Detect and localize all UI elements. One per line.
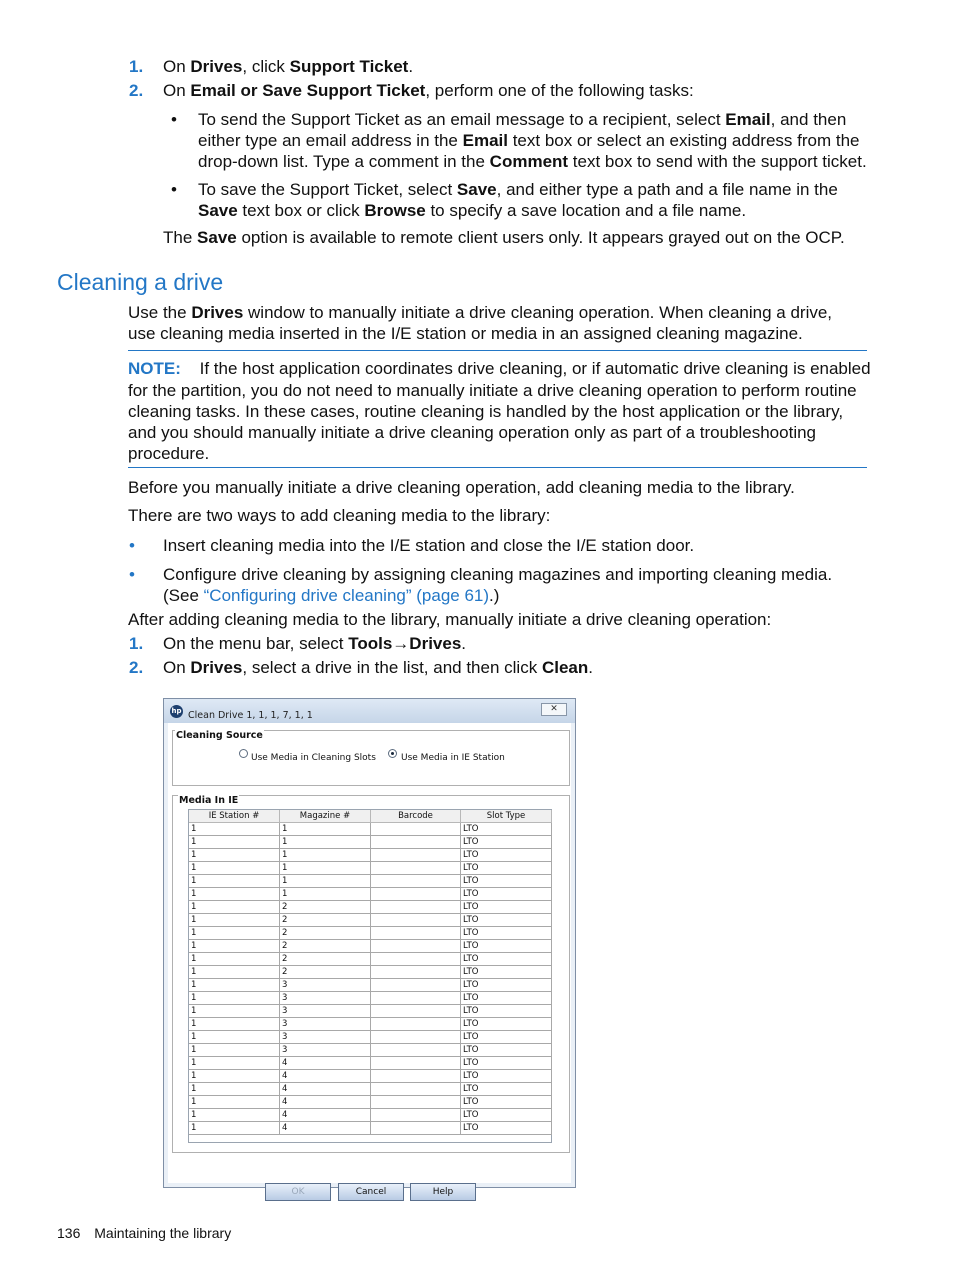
page-footer	[57, 1223, 231, 1244]
table-cell[interactable]: 1	[189, 1096, 280, 1109]
step-1-text	[163, 56, 413, 77]
table-cell[interactable]: LTO	[461, 953, 552, 966]
table-cell[interactable]: 1	[189, 1044, 280, 1057]
table-cell[interactable]: 1	[189, 1122, 280, 1135]
email-option-line	[198, 130, 859, 151]
table-cell[interactable]: 4	[280, 1122, 371, 1135]
table-cell[interactable]: 4	[280, 1057, 371, 1070]
table-cell[interactable]: LTO	[461, 888, 552, 901]
bold-term: Email	[462, 131, 508, 150]
table-cell[interactable]: LTO	[461, 1122, 552, 1135]
email-option-line	[198, 151, 867, 172]
table-cell[interactable]: LTO	[461, 966, 552, 979]
dialog-titlebar	[164, 699, 575, 723]
table-cell[interactable]: LTO	[461, 1031, 552, 1044]
configuring-drive-cleaning-link[interactable]: “Configuring drive cleaning” (page 61)	[203, 586, 490, 605]
table-cell[interactable]	[371, 1005, 461, 1018]
table-cell[interactable]: 1	[189, 927, 280, 940]
step-2-text	[163, 657, 593, 678]
table-cell[interactable]: LTO	[461, 914, 552, 927]
save-option-line	[198, 179, 838, 200]
text-run: drop-down list. Type a comment in the	[198, 152, 490, 171]
table-cell[interactable]	[371, 966, 461, 979]
table-cell[interactable]: 1	[189, 862, 280, 875]
table-cell[interactable]: LTO	[461, 836, 552, 849]
bold-term: Clean	[541, 658, 589, 677]
intro-line	[128, 302, 832, 323]
step-number: 2.	[129, 658, 144, 677]
table-cell[interactable]: LTO	[461, 979, 552, 992]
table-cell[interactable]	[371, 940, 461, 953]
table-cell[interactable]: LTO	[461, 927, 552, 940]
table-cell[interactable]	[371, 927, 461, 940]
table-cell[interactable]	[371, 1057, 461, 1070]
table-cell[interactable]: 1	[189, 1031, 280, 1044]
cleaning-source-group	[172, 730, 570, 786]
table-cell[interactable]: 1	[280, 823, 371, 836]
note-line-1	[128, 358, 871, 379]
table-cell[interactable]	[371, 1031, 461, 1044]
note-line: for the partition, you do not need to manually initiate a drive cleaning operation to perform routine	[128, 381, 857, 400]
column-header[interactable]: Magazine #	[280, 810, 371, 823]
table-cell[interactable]: 1	[280, 849, 371, 862]
radio-ie-station-label[interactable]: Use Media in IE Station	[401, 753, 505, 763]
dialog-client	[168, 723, 571, 1197]
table-cell[interactable]: 4	[280, 1083, 371, 1096]
table-cell[interactable]	[371, 1096, 461, 1109]
bold-term: Drives	[190, 658, 243, 677]
table-cell[interactable]: 1	[280, 875, 371, 888]
note-top-rule	[128, 350, 867, 351]
table-cell[interactable]: LTO	[461, 875, 552, 888]
ref-suffix: .)	[489, 586, 500, 605]
media-in-ie-label: Media In IE	[178, 790, 239, 811]
table-cell[interactable]: 4	[280, 1109, 371, 1122]
media-table[interactable]	[188, 809, 552, 1143]
note-line: and you should manually initiate a drive cleaning operation only as part of a troubleshooting	[128, 423, 817, 442]
step-number: 2.	[129, 81, 144, 100]
text-run: →	[392, 634, 410, 653]
radio-cleaning-slots[interactable]	[239, 749, 248, 758]
table-cell[interactable]: 1	[189, 823, 280, 836]
table-cell[interactable]: 3	[280, 992, 371, 1005]
text-run: , perform one of the following tasks:	[425, 81, 694, 100]
note-bottom-rule	[128, 467, 867, 468]
text-run: Use the	[128, 303, 192, 322]
table-cell[interactable]: LTO	[461, 1096, 552, 1109]
table-cell[interactable]: 1	[189, 953, 280, 966]
bullet-icon: •	[171, 180, 177, 199]
text-run: To save the Support Ticket, select	[198, 180, 457, 199]
paragraph-after: After adding cleaning media to the library, manually initiate a drive cleaning operation:	[128, 610, 772, 629]
radio-ie-station[interactable]	[388, 749, 397, 758]
table-cell[interactable]: LTO	[461, 862, 552, 875]
table-cell[interactable]: 1	[189, 979, 280, 992]
table-cell[interactable]: 1	[189, 966, 280, 979]
bold-term: Browse	[364, 201, 426, 220]
section-heading: Cleaning a drive	[57, 269, 224, 295]
column-header[interactable]: Slot Type	[461, 810, 552, 823]
text-run: The	[163, 228, 198, 247]
close-button[interactable]: ✕	[541, 703, 567, 716]
text-run: text box to send with the support ticket.	[568, 152, 867, 171]
bold-term: Email	[725, 110, 771, 129]
help-button[interactable]: Help	[410, 1183, 476, 1201]
table-cell[interactable]	[371, 953, 461, 966]
paragraph-ways: There are two ways to add cleaning media to the library:	[128, 506, 551, 525]
text-run: either type an email address in the	[198, 131, 463, 150]
table-cell[interactable]	[371, 1109, 461, 1122]
note-line: procedure.	[128, 444, 210, 463]
table-cell[interactable]	[371, 992, 461, 1005]
table-cell[interactable]: 1	[189, 1083, 280, 1096]
table-cell[interactable]: 1	[280, 862, 371, 875]
table-cell[interactable]: 1	[189, 914, 280, 927]
note-text: If the host application coordinates drive cleaning, or if automatic drive cleaning is enabled	[199, 359, 871, 378]
note-line: cleaning tasks. In these cases, routine cleaning is handled by the host application or the library,	[128, 402, 844, 421]
table-cell[interactable]: LTO	[461, 1057, 552, 1070]
text-run: On	[163, 57, 191, 76]
text-run: , and then	[770, 110, 847, 129]
way-item-1: Insert cleaning media into the I/E station and close the I/E station door.	[163, 536, 695, 555]
bold-term: Drives	[190, 57, 243, 76]
text-run: window to manually initiate a drive cleaning operation. When cleaning a drive,	[243, 303, 833, 322]
table-cell[interactable]: 4	[280, 1096, 371, 1109]
bold-term: Save	[198, 201, 238, 220]
text-run: On	[163, 658, 191, 677]
table-cell[interactable]: 1	[189, 875, 280, 888]
table-cell[interactable]: 1	[189, 849, 280, 862]
note-label: NOTE:	[128, 359, 181, 378]
text-run: On	[163, 81, 191, 100]
bold-term: Save	[197, 228, 237, 247]
table-cell[interactable]: LTO	[461, 1070, 552, 1083]
way-item-2-ref	[163, 585, 499, 606]
table-cell[interactable]: LTO	[461, 992, 552, 1005]
ok-button[interactable]: OK	[265, 1183, 331, 1201]
table-cell[interactable]: LTO	[461, 1083, 552, 1096]
text-run: option is available to remote client users only. It appears grayed out on the OCP.	[236, 228, 845, 247]
table-cell[interactable]	[371, 1044, 461, 1057]
save-option-line	[198, 200, 746, 221]
table-cell[interactable]: 1	[189, 1070, 280, 1083]
page-number: 136	[57, 1225, 81, 1241]
table-cell[interactable]	[371, 823, 461, 836]
text-run: use cleaning media inserted in the I/E station or media in an assigned cleaning magazine.	[128, 324, 803, 343]
bold-term: Drives	[191, 303, 244, 322]
cancel-button[interactable]: Cancel	[338, 1183, 404, 1201]
table-cell[interactable]: 1	[189, 888, 280, 901]
text-run: to specify a save location and a file name.	[425, 201, 747, 220]
footer-section: Maintaining the library	[94, 1225, 232, 1241]
dialog-title: Clean Drive 1, 1, 1, 7, 1, 1	[188, 710, 313, 721]
text-run: .	[408, 57, 414, 76]
bold-term: Tools	[348, 634, 393, 653]
table-cell[interactable]	[371, 849, 461, 862]
table-cell[interactable]	[371, 1122, 461, 1135]
table-cell[interactable]: 2	[280, 927, 371, 940]
table-cell[interactable]: 1	[280, 888, 371, 901]
table-cell[interactable]: LTO	[461, 1109, 552, 1122]
column-header[interactable]: Barcode	[371, 810, 461, 823]
text-run: .	[588, 658, 593, 677]
way-item-2: Configure drive cleaning by assigning cleaning magazines and importing cleaning media.	[163, 565, 833, 584]
step-number: 1.	[129, 57, 144, 76]
hp-logo-icon: hp	[170, 705, 183, 718]
bold-term: Support Ticket	[289, 57, 409, 76]
table-cell[interactable]: LTO	[461, 1018, 552, 1031]
step-1-text	[163, 633, 466, 654]
table-cell[interactable]: 3	[280, 1031, 371, 1044]
table-cell[interactable]: 2	[280, 966, 371, 979]
table-cell[interactable]: 2	[280, 901, 371, 914]
table-cell[interactable]	[371, 1070, 461, 1083]
table-cell[interactable]: 1	[189, 992, 280, 1005]
bullet-icon: •	[129, 565, 135, 584]
table-cell[interactable]: 1	[189, 940, 280, 953]
table-cell[interactable]: 1	[189, 1109, 280, 1122]
table-cell[interactable]: 4	[280, 1070, 371, 1083]
table-cell[interactable]	[371, 914, 461, 927]
table-cell[interactable]: LTO	[461, 823, 552, 836]
table-cell[interactable]: LTO	[461, 849, 552, 862]
table-cell[interactable]	[371, 862, 461, 875]
table-cell[interactable]: 1	[189, 1057, 280, 1070]
text-run: , and either type a path and a file name in the	[496, 180, 838, 199]
table-cell[interactable]	[371, 1018, 461, 1031]
bold-term: Save	[456, 180, 497, 199]
text-run: text box or click	[237, 201, 365, 220]
ref-prefix: (See	[163, 586, 204, 605]
table-cell[interactable]: 2	[280, 914, 371, 927]
step-number: 1.	[129, 634, 144, 653]
text-run: text box or select an existing address from the	[507, 131, 860, 150]
table-cell[interactable]: 1	[189, 1018, 280, 1031]
text-run: , select a drive in the list, and then click	[242, 658, 542, 677]
table-cell[interactable]: 1	[189, 1005, 280, 1018]
table-cell[interactable]	[371, 901, 461, 914]
table-cell[interactable]	[371, 888, 461, 901]
bold-term: Drives	[409, 634, 462, 653]
email-option-line	[198, 109, 846, 130]
table-cell[interactable]	[371, 836, 461, 849]
table-cell[interactable]: LTO	[461, 1005, 552, 1018]
column-header[interactable]: IE Station #	[189, 810, 280, 823]
table-cell[interactable]: 3	[280, 979, 371, 992]
text-run: To send the Support Ticket as an email message to a recipient, select	[198, 110, 726, 129]
save-note	[163, 227, 845, 248]
table-cell[interactable]	[371, 1083, 461, 1096]
clean-drive-dialog	[163, 698, 576, 1197]
table-cell[interactable]	[371, 875, 461, 888]
table-cell[interactable]: 3	[280, 1044, 371, 1057]
table-cell[interactable]: 2	[280, 953, 371, 966]
table-cell[interactable]: 3	[280, 1018, 371, 1031]
intro-line	[128, 323, 803, 344]
text-run: On the menu bar, select	[163, 634, 349, 653]
bullet-icon: •	[171, 110, 177, 129]
text-run: , click	[242, 57, 290, 76]
bullet-icon: •	[129, 536, 135, 555]
table-cell[interactable]: LTO	[461, 940, 552, 953]
table-cell[interactable]: 1	[280, 836, 371, 849]
bold-term: Comment	[489, 152, 569, 171]
table-cell[interactable]: LTO	[461, 1044, 552, 1057]
table-cell[interactable]	[371, 979, 461, 992]
step-2-text	[163, 80, 694, 101]
table-cell[interactable]: 2	[280, 940, 371, 953]
paragraph-before: Before you manually initiate a drive cleaning operation, add cleaning media to the library.	[128, 478, 795, 497]
text-run: .	[461, 634, 467, 653]
table-cell[interactable]: 1	[189, 836, 280, 849]
table-cell[interactable]: 1	[189, 901, 280, 914]
cleaning-source-label: Cleaning Source	[175, 725, 264, 746]
bold-term: Email or Save Support Ticket	[190, 81, 426, 100]
table-cell[interactable]: 3	[280, 1005, 371, 1018]
radio-cleaning-slots-label[interactable]: Use Media in Cleaning Slots	[251, 753, 376, 763]
table-cell[interactable]: LTO	[461, 901, 552, 914]
